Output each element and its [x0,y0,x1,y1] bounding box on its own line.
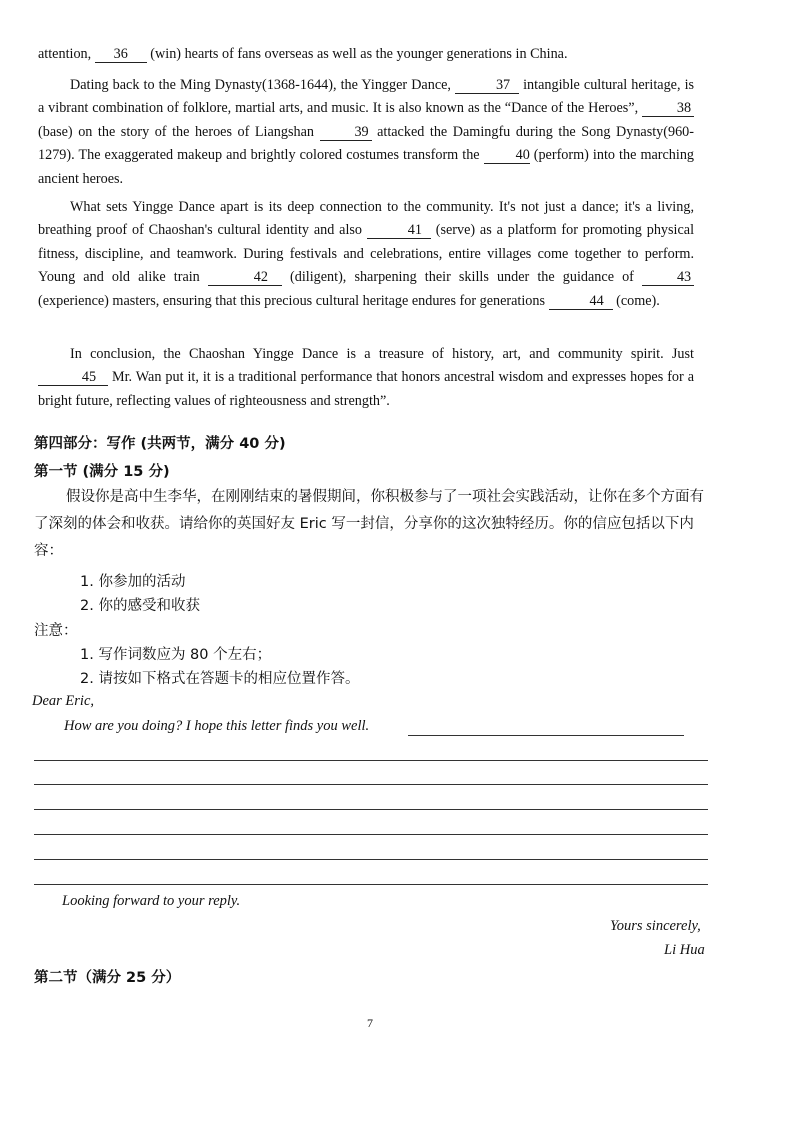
paragraph-text: Mr. Wan put it, it is a traditional performance that honors ancestral wisdom and expresses hopes for a bright future, reflecting values of righteousness and strength”. [38,369,695,409]
writing-task-prompt: 假设你是高中生李华，在刚刚结束的暑假期间，你积极参与了一项社会实践活动，让你在多个方面有了深刻的体会和收获。请给你的英国好友 Eric 写一封信，分享你的这次独特经历。你的信应包括以下内容： [34,489,704,559]
note-label: 注意： [34,623,78,639]
page-number: 7 [367,1016,373,1030]
letter-greeting: Dear Eric, [32,693,95,709]
paragraph-text: Dating back to the Ming Dynasty(1368-1644), the Yingger Dance, [70,77,451,93]
content-item: 1. 你参加的活动 [80,574,186,590]
blank-45: 45 [38,369,108,386]
answer-line[interactable] [34,760,708,761]
note-item: 1. 写作词数应为 80 个左右； [80,647,272,663]
blank-36: 36 [95,46,147,63]
letter-opening: How are you doing? I hope this letter finds you well. [64,718,370,734]
paragraph-text: In conclusion, the Chaoshan Yingge Dance is a treasure of history, art, and community spirit. Just [70,346,694,362]
paragraph-text: attacked the Damingfu during the Song Dynasty(960-1279). The exaggerated makeup and brightly colored costumes transform the [38,123,695,164]
paragraph-text: (base) on the story of the heroes of Liangshan [38,123,314,140]
paragraph-text: (come). [616,292,660,309]
paragraph-text: (perform) into the marching ancient heroes. [38,147,695,187]
paragraph-text: (experience) masters, ensuring that this precious cultural heritage endures for generations [38,292,546,309]
answer-line[interactable] [34,784,708,785]
paragraph-text: attention, [38,46,92,62]
passage-paragraph-1 [38,43,694,66]
paragraph-text: What sets Yingge Dance apart is its deep connection to the community. It's not just a dance; it's a living, breathing proof of Chaoshan's cultural identity and also [38,199,694,239]
passage-paragraph-3 [38,196,694,313]
paragraph-text: (diligent), sharpening their skills under the guidance of [290,269,634,286]
blank-39: 39 [320,124,372,141]
note-item: 2. 请按如下格式在答题卡的相应位置作答。 [80,671,360,687]
blank-42: 42 [208,269,282,286]
passage-paragraph-2 [38,74,694,191]
answer-line[interactable] [34,809,708,810]
passage-paragraph-4 [38,343,694,413]
letter-closing: Looking forward to your reply. [62,893,241,909]
blank-37: 37 [455,77,519,94]
answer-line[interactable] [34,834,708,835]
section-heading: 第四部分：写作 (共两节，满分 40 分) [34,436,286,452]
paragraph-text: intangible cultural heritage, is a vibrant combination of folklore, martial arts, and music. It is also known as the “Dance of the Heroes”, [38,77,695,117]
letter-signature: Li Hua [664,942,705,958]
answer-line[interactable] [408,735,684,736]
part1-heading: 第一节 (满分 15 分) [34,464,170,480]
blank-44: 44 [549,293,613,310]
paragraph-text: (serve) as a platform for promoting physical fitness, discipline, and teamwork. During festivals and celebrations, entire villages come together to perform. Young and old alike train [38,222,695,286]
blank-43: 43 [642,269,694,286]
answer-line[interactable] [34,859,708,860]
content-item: 2. 你的感受和收获 [80,598,200,614]
part2-heading: 第二节（满分 25 分） [34,970,181,986]
blank-40: 40 [484,147,530,164]
answer-line[interactable] [34,884,708,885]
blank-38: 38 [642,100,694,117]
paragraph-text: (win) hearts of fans overseas as well as the younger generations in China. [150,46,568,62]
letter-signoff: Yours sincerely, [610,918,701,934]
blank-41: 41 [367,222,431,239]
